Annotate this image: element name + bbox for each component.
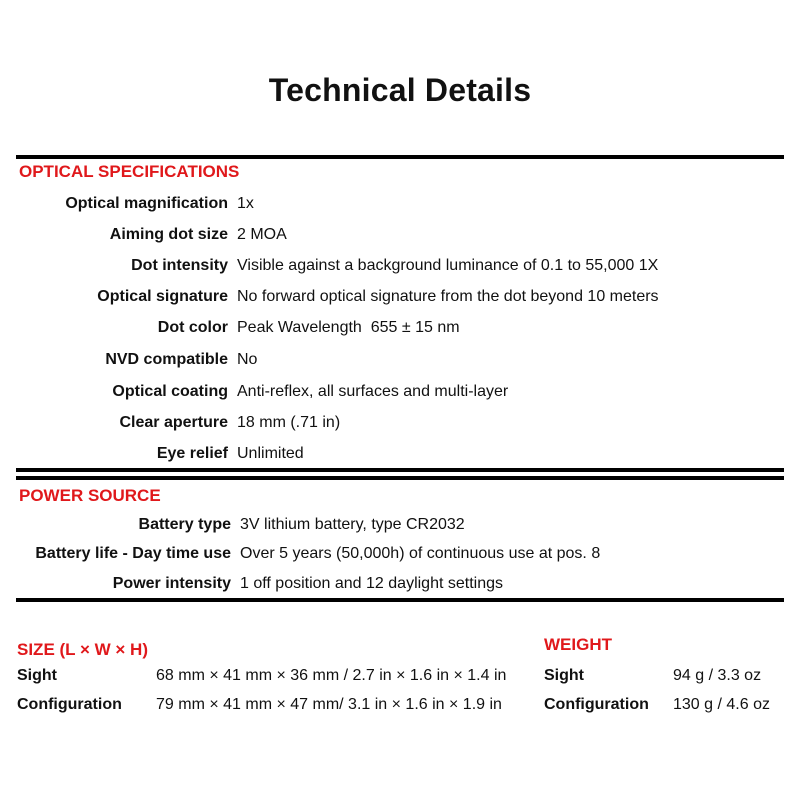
section-divider-bottom xyxy=(16,598,784,602)
weight-section-heading: WEIGHT xyxy=(544,635,612,654)
spec-value: No forward optical signature from the dot beyond 10 meters xyxy=(237,288,659,305)
spec-value: 1 off position and 12 daylight settings xyxy=(240,575,503,592)
spec-row-battery-type xyxy=(0,512,800,538)
power-section-heading: POWER SOURCE xyxy=(19,486,161,505)
spec-row-dot-color xyxy=(0,314,800,342)
spec-value: 1x xyxy=(237,195,254,212)
spec-row-eye-relief xyxy=(0,440,800,468)
section-divider xyxy=(16,476,784,480)
spec-label: Aiming dot size xyxy=(109,226,228,243)
spec-row-optical-magnification xyxy=(0,190,800,218)
spec-row-power-intensity xyxy=(0,571,800,597)
spec-label: Dot color xyxy=(157,319,228,336)
spec-value: 3V lithium battery, type CR2032 xyxy=(240,516,465,533)
spec-row-optical-coating xyxy=(0,378,800,406)
spec-label: Battery life - Day time use xyxy=(35,545,231,562)
spec-label: Optical signature xyxy=(97,288,228,305)
spec-value: Visible against a background luminance of 0.1 to 55,000 1X xyxy=(237,257,659,274)
spec-row-aiming-dot-size xyxy=(0,221,800,249)
spec-label: Optical coating xyxy=(112,383,228,400)
spec-label: Optical magnification xyxy=(65,195,228,212)
size-label-sight: Sight xyxy=(17,667,57,684)
page-title: Technical Details xyxy=(268,72,532,108)
spec-label: Dot intensity xyxy=(131,257,228,274)
size-section-heading: SIZE (L × W × H) xyxy=(17,640,148,659)
size-label-configuration: Configuration xyxy=(17,696,122,713)
section-divider-top xyxy=(16,155,784,159)
spec-row-battery-life xyxy=(0,541,800,567)
spec-label: Power intensity xyxy=(112,575,231,592)
spec-value: Unlimited xyxy=(237,445,304,462)
spec-row-nvd-compatible xyxy=(0,346,800,374)
size-value-configuration: 79 mm × 41 mm × 47 mm/ 3.1 in × 1.6 in × 1.9 in xyxy=(156,696,502,713)
spec-value: 18 mm (.71 in) xyxy=(237,414,341,431)
spec-value: Over 5 years (50,000h) of continuous use at pos. 8 xyxy=(240,545,601,562)
spec-value: Peak Wavelength 655 ± 15 nm xyxy=(237,319,460,336)
spec-row-dot-intensity xyxy=(0,252,800,280)
weight-label-configuration: Configuration xyxy=(544,696,649,713)
spec-row-clear-aperture xyxy=(0,409,800,437)
size-value-sight: 68 mm × 41 mm × 36 mm / 2.7 in × 1.6 in × 1.4 in xyxy=(156,667,507,684)
optical-section-heading: OPTICAL SPECIFICATIONS xyxy=(19,162,240,181)
spec-value: 2 MOA xyxy=(237,226,287,243)
weight-value-sight: 94 g / 3.3 oz xyxy=(673,667,762,684)
weight-value-configuration: 130 g / 4.6 oz xyxy=(673,696,770,713)
spec-label: NVD compatible xyxy=(105,351,228,368)
spec-label: Eye relief xyxy=(156,445,228,462)
section-divider xyxy=(16,468,784,472)
spec-label: Battery type xyxy=(138,516,231,533)
weight-label-sight: Sight xyxy=(544,667,584,684)
spec-value: No xyxy=(237,351,258,368)
spec-row-optical-signature xyxy=(0,283,800,311)
spec-label: Clear aperture xyxy=(119,414,228,431)
spec-value: Anti-reflex, all surfaces and multi-layer xyxy=(237,383,509,400)
